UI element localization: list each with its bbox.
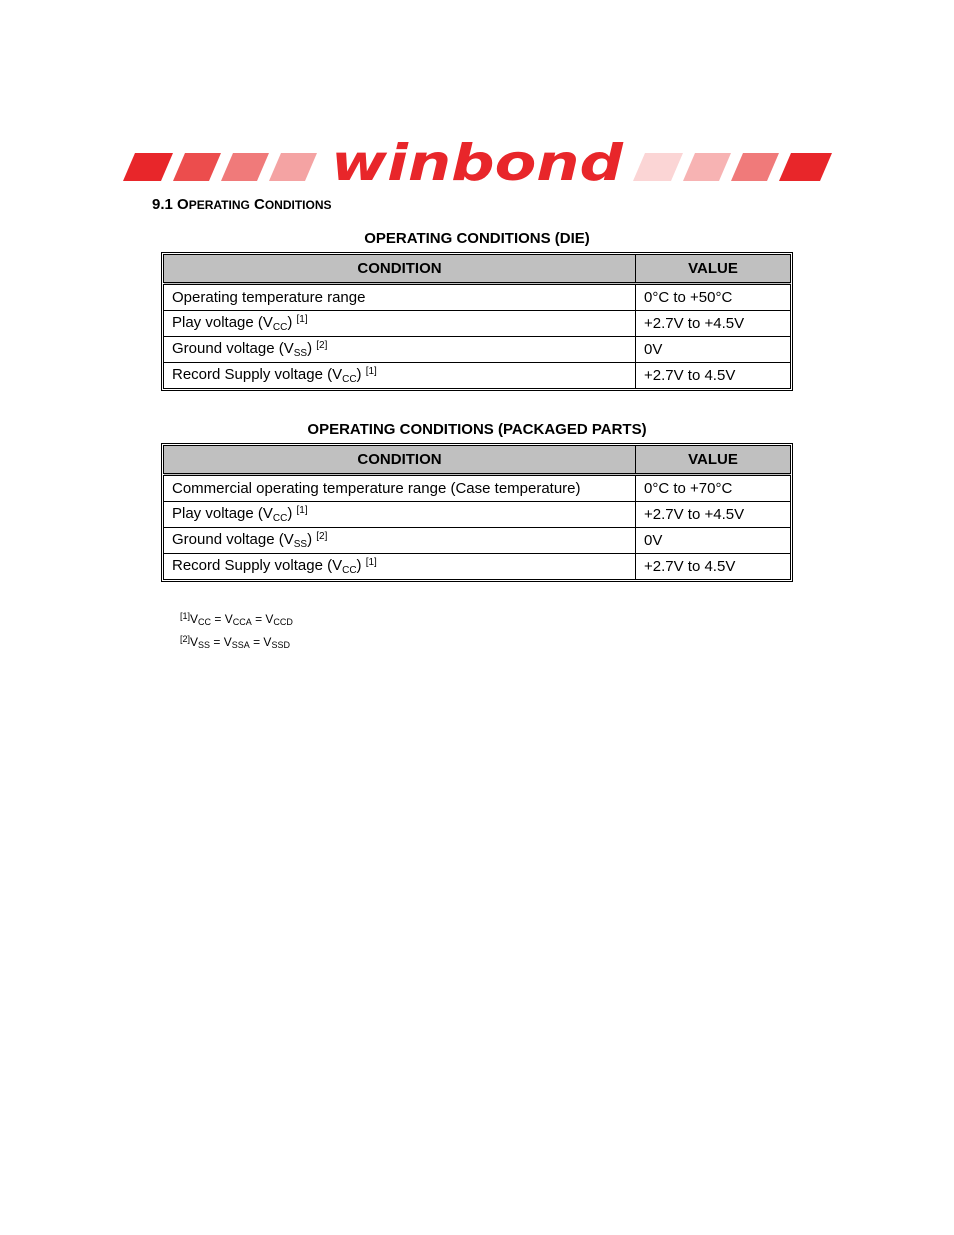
- table-row: [164, 284, 791, 311]
- condition-cell: Operating temperature range: [164, 284, 636, 311]
- value-cell: 0V: [636, 528, 791, 554]
- table-packaged: [161, 443, 793, 582]
- condition-cell: Commercial operating temperature range (Case temperature): [164, 475, 636, 502]
- logo-stripes-left: [123, 153, 317, 181]
- table-die-title: OPERATING CONDITIONS (DIE): [364, 230, 590, 247]
- section-heading: 9.1 OPERATING CONDITIONS: [152, 196, 332, 213]
- condition-cell: Ground voltage $(V_{SS})$ [2]: [164, 337, 636, 363]
- footnote-1: [1]VCC = VCCA = VCCD: [180, 611, 293, 627]
- header-value: VALUE: [636, 255, 791, 284]
- condition-cell: Play voltage $(V_{CC})$ [1]: [164, 502, 636, 528]
- table-packaged-title: OPERATING CONDITIONS (PACKAGED PARTS): [307, 421, 647, 438]
- value-cell: +2.7V to 4.5V: [636, 363, 791, 389]
- condition-cell: Play voltage $(V_{CC})$ [1]: [164, 311, 636, 337]
- footnote-2: [2]VSS = VSSA = VSSD: [180, 634, 290, 650]
- header-condition: CONDITION: [164, 255, 636, 284]
- winbond-logo: [123, 138, 832, 184]
- value-cell: +2.7V to +4.5V: [636, 311, 791, 337]
- table-row: [164, 311, 791, 337]
- table-row: [164, 475, 791, 502]
- condition-cell: Record Supply voltage $(V_{CC})$ [1]: [164, 554, 636, 580]
- table-row: [164, 502, 791, 528]
- table-die: [161, 252, 793, 391]
- header-condition: CONDITION: [164, 446, 636, 475]
- value-cell: +2.7V to +4.5V: [636, 502, 791, 528]
- condition-cell: Ground voltage $(V_{SS})$ [2]: [164, 528, 636, 554]
- value-cell: 0°C to +50°C: [636, 284, 791, 311]
- logo-stripes-right: [633, 153, 832, 181]
- value-cell: 0V: [636, 337, 791, 363]
- value-cell: +2.7V to 4.5V: [636, 554, 791, 580]
- table-row: [164, 554, 791, 580]
- condition-cell: Record Supply voltage $(V_{CC})$ [1]: [164, 363, 636, 389]
- logo-text: winbond: [331, 138, 625, 184]
- value-cell: 0°C to +70°C: [636, 475, 791, 502]
- header-value: VALUE: [636, 446, 791, 475]
- table-row: [164, 337, 791, 363]
- table-row: [164, 363, 791, 389]
- table-row: [164, 528, 791, 554]
